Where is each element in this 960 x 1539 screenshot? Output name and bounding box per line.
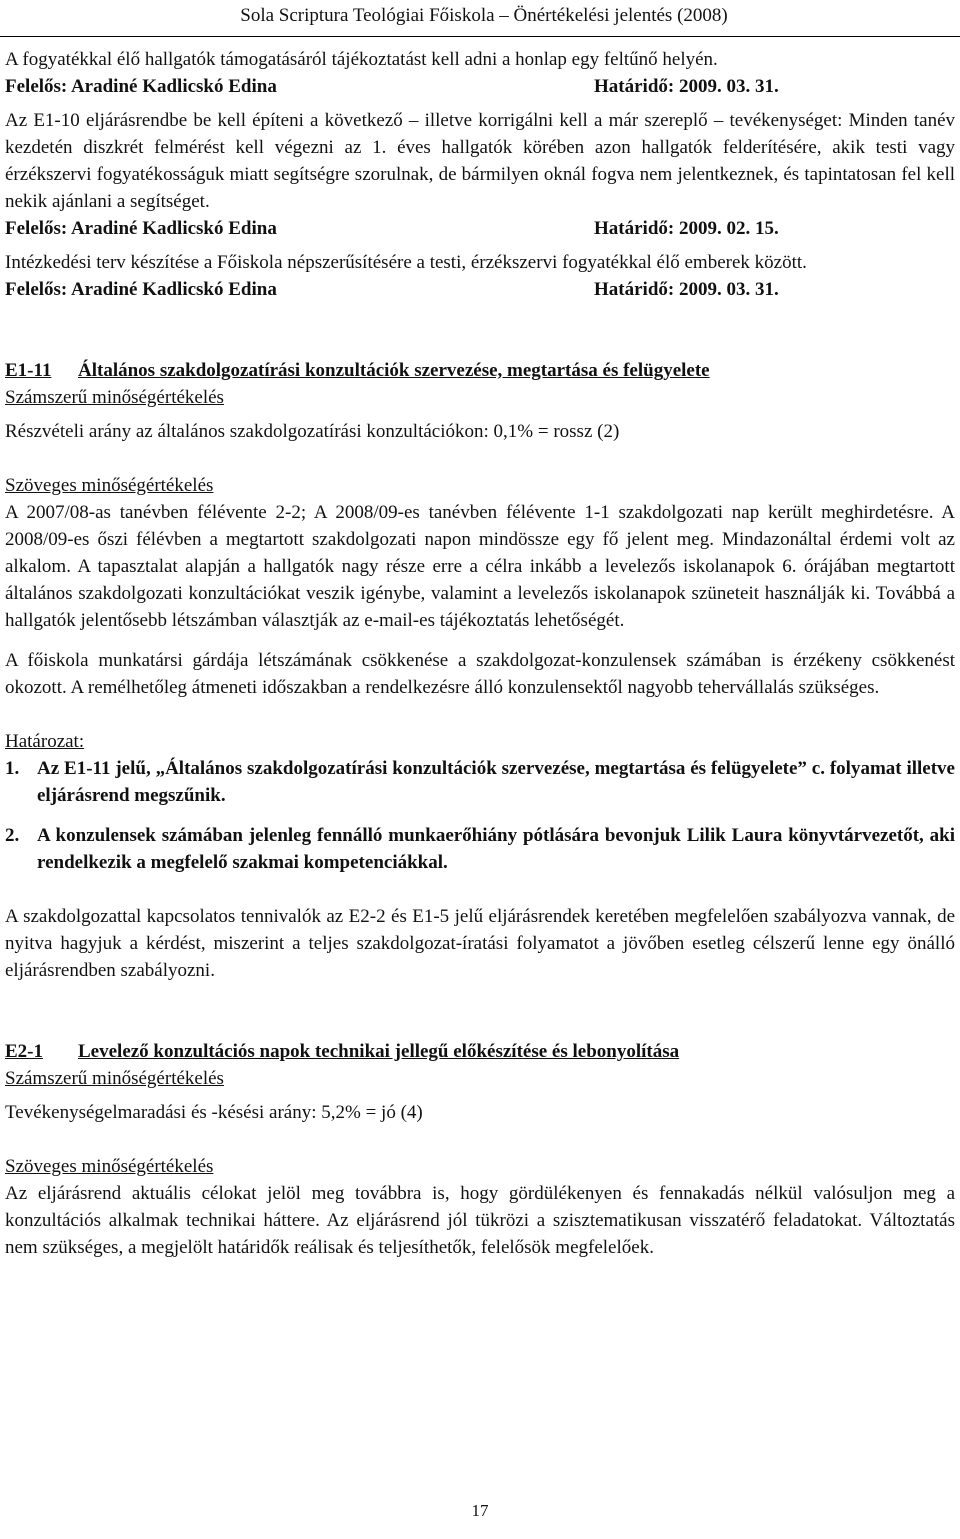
header-title: Sola Scriptura Teológiai Főiskola – Önértékelési jelentés (2008) bbox=[240, 5, 728, 26]
textual-heading: Szöveges minőségértékelés bbox=[5, 1156, 214, 1177]
textual-paragraph-1: A 2007/08-as tanévben félévente 2-2; A 2008/09-es tanévben félévente 1-1 szakdolgozati nap került meghirdetésre. A 2008/09-es őszi félévben a megtartott szakdolgozati napon mindössze egy fő jelent meg. Mindazonáltal érdemi volt az alkalom. A tapasztalat alapján a hallgatók nagy része erre a célra inkább a levelezős iskolanapok 6. órájában megtartott általános szakdolgozati konzultációkat veszik igénybe, valamint a levelezős iskolanapok szüneteit használják ki. Továbbá a hallgatók jelentősebb létszámban választják az e-mail-es tájékoztatás lehetőségét. bbox=[5, 502, 955, 631]
header-rule bbox=[0, 36, 960, 37]
decision-item bbox=[5, 822, 955, 876]
deadline: Határidő: 2009. 02. 15. bbox=[594, 218, 779, 239]
quantitative-heading: Számszerű minőségértékelés bbox=[5, 387, 224, 408]
decision-text: Az E1-11 jelű, „Általános szakdolgozatírási konzultációk szervezése, megtartása és felügyelete” c. folyamat illetve eljárásrend megszűnik. bbox=[37, 758, 955, 806]
responsible-person: Felelős: Aradiné Kadlicskó Edina bbox=[5, 218, 277, 239]
quantitative-result: Részvételi arány az általános szakdolgozatírási konzultációkon: 0,1% = rossz (2) bbox=[5, 421, 620, 442]
deadline: Határidő: 2009. 03. 31. bbox=[594, 279, 779, 300]
section-code: E1-11 bbox=[5, 360, 52, 381]
decision-heading: Határozat: bbox=[5, 731, 85, 752]
decision-number: 1. bbox=[5, 758, 20, 779]
quantitative-result: Tevékenységelmaradási és -késési arány: 5,2% = jó (4) bbox=[5, 1102, 423, 1123]
paragraph-e110-amendment: Az E1-10 eljárásrendbe be kell építeni a következő – illetve korrigálni kell a már szereplő – tevékenységet: Minden tanév kezdetén diszkrét felmérést kell végezni az 1. éves hallgatók körében azon hallgatók felderítésére, akik testi vagy érzékszervi fogyatékosságuk miatt segítségre szorulnak, de bármilyen oknál fogva nem jelentkeznek, és tapintatosan fel kell nekik ajánlani a segítséget. bbox=[5, 110, 955, 212]
page-footer bbox=[0, 1497, 960, 1524]
decision-item bbox=[5, 755, 955, 809]
responsible-person: Felelős: Aradiné Kadlicskó Edina bbox=[5, 76, 277, 97]
deadline: Határidő: 2009. 03. 31. bbox=[594, 76, 779, 97]
page-number: 17 bbox=[471, 1501, 489, 1520]
textual-heading: Szöveges minőségértékelés bbox=[5, 475, 214, 496]
responsibility-line-3 bbox=[5, 276, 955, 303]
responsibility-line-1 bbox=[5, 73, 955, 100]
section-title-e21 bbox=[5, 1038, 955, 1065]
section-heading: Általános szakdolgozatírási konzultációk szervezése, megtartása és felügyelete bbox=[78, 360, 710, 381]
paragraph-action-plan: Intézkedési terv készítése a Főiskola népszerűsítésére a testi, érzékszervi fogyatékkal élő emberek között. bbox=[5, 252, 807, 273]
section-heading: Levelező konzultációs napok technikai jellegű előkészítése és lebonyolítása bbox=[78, 1041, 680, 1062]
textual-paragraph-1: Az eljárásrend aktuális célokat jelöl meg továbbra is, hogy gördülékenyen és fennakadás nélkül valósuljon meg a konzultációs alkalmak technikai háttere. Az eljárásrend jól tükrözi a szisztematikusan visszatérő feladatokat. Változtatás nem szükséges, a megjelölt határidők reálisak és teljesíthetők, felelősök megfelelőek. bbox=[5, 1183, 955, 1258]
quantitative-heading: Számszerű minőségértékelés bbox=[5, 1068, 224, 1089]
document-body bbox=[5, 46, 955, 1261]
section-title-e111 bbox=[5, 357, 955, 384]
section-code: E2-1 bbox=[5, 1041, 43, 1062]
closing-paragraph: A szakdolgozattal kapcsolatos tennivalók az E2-2 és E1-5 jelű eljárásrendek keretében megfelelően szabályozva vannak, de nyitva hagyjuk a kérdést, miszerint a teljes szakdolgozat-íratási folyamatot a jövőben esetleg célszerű lenne egy önálló eljárásrendben szabályozni. bbox=[5, 906, 955, 981]
paragraph-website-info: A fogyatékkal élő hallgatók támogatásáról tájékoztatást kell adni a honlap egy feltűnő helyén. bbox=[5, 49, 718, 70]
page-header bbox=[0, 2, 960, 29]
textual-paragraph-2: A főiskola munkatársi gárdája létszámának csökkenése a szakdolgozat-konzulensek számában is érzékeny csökkenést okozott. A remélhetőleg átmeneti időszakban a rendelkezésre álló konzulensektől nagyobb tehervállalás szükséges. bbox=[5, 650, 955, 698]
responsible-person: Felelős: Aradiné Kadlicskó Edina bbox=[5, 279, 277, 300]
decision-number: 2. bbox=[5, 825, 20, 846]
responsibility-line-2 bbox=[5, 215, 955, 242]
decision-text: A konzulensek számában jelenleg fennálló munkaerőhiány pótlására bevonjuk Lilik Laura könyvtárvezetőt, aki rendelkezik a megfelelő szakmai kompetenciákkal. bbox=[37, 825, 955, 873]
decision-list bbox=[5, 755, 955, 876]
